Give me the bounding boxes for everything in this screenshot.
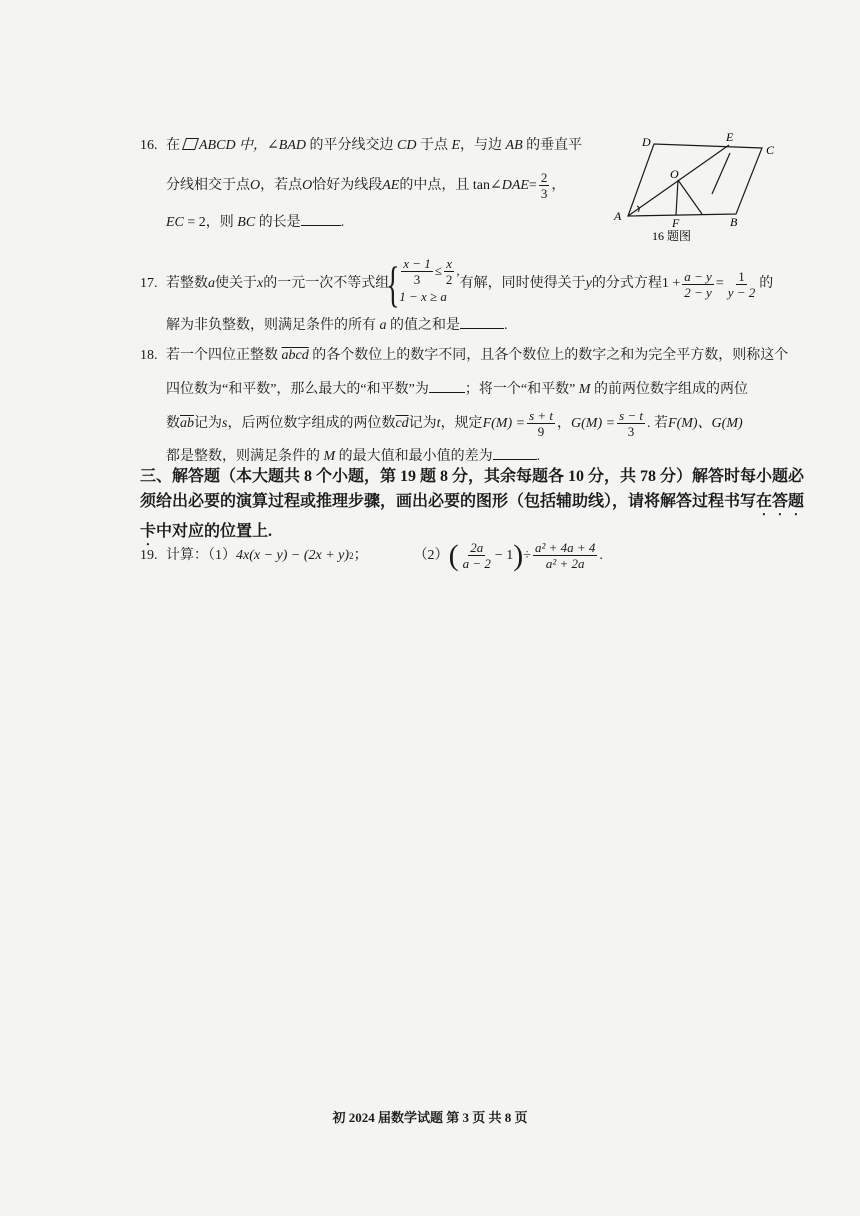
question-number: 18. — [140, 348, 158, 363]
answer-blank — [493, 445, 537, 460]
q16-parallelogram-figure — [610, 128, 790, 248]
question-18 — [140, 346, 788, 467]
label-o: O — [670, 167, 679, 181]
question-number: 19. — [140, 547, 158, 563]
label-e: E — [726, 130, 734, 144]
q18-line-4: 都是整数，则满足条件的 M 的最大值和最小值的差为 . — [140, 445, 788, 467]
label-a: A — [614, 209, 622, 223]
q18-line-3: 数 $\overline{ab}$ 记为 s ，后两位数字组成的两位数 $\overline{cd}$ 记为 t ，规定 F(M) = $\frac{s + t}{9}$ ， G(M) = $\frac{s - t}{3}$ . 若 F(M)、G(M) — [166, 408, 743, 439]
question-19: 19. 计算：（1） 4x(x − y) − (2x + y) 2 ； （2） ( $\frac{2a}{a - 2}$ − 1 ) ÷ $\frac{\text{a² + 4a + 4}}{\text{a² + 2a}}$ . — [140, 538, 603, 572]
q16-line-1: 16. 在 ABCD 中，∠BAD 的平分线交边 CD 于点 E，与边 AB 的垂直平 — [140, 136, 582, 156]
q16-line-2: 分线相交于点 O ，若点 O 恰好为线段 AE 的中点，且 tan∠ DAE = $\frac{2}{3}$ ， — [166, 170, 566, 201]
fraction-two-thirds: $\frac{2}{3}$ — [540, 170, 548, 201]
question-17 — [140, 255, 774, 336]
q18-line-1: 18. 若一个四位正整数 abcd 的各个数位上的数字不同，且各个数位上的数字之和为完全平方数，则称这个 — [140, 346, 788, 366]
q17-line-2: 解为非负整数，则满足条件的所有 a 的值之和是 . — [140, 314, 773, 336]
label-f: F — [672, 216, 680, 230]
inequality-system: { $\frac{x - 1}{3}$ ≤ $\frac{x}{2}$ , 1 − x ≥ a — [386, 255, 460, 312]
parallelogram-symbol-icon — [182, 138, 199, 150]
answer-blank — [460, 314, 504, 329]
question-16 — [140, 136, 582, 233]
section-3-instructions: 三、解答题（本大题共 8 个小题，第 19 题 8 分，其余每题各 10 分，共 78 分）解答时每小题必须给出必要的演算过程或推理步骤，画出必要的图形（包括辅助线），请将解答过程书写在答题卡中对应的位置上. — [140, 468, 805, 540]
q16-line-3: EC = 2，则 BC 的长是 . — [140, 211, 582, 233]
segment-ob — [678, 180, 702, 214]
q17-line-1: 17. 若整数 a 使关于 x 的一元一次不等式组 { $\frac{x - 1}{3}$ ≤ $\frac{x}{2}$ , 1 − x ≥ a 有解，同时使得关于 y 的分式方程 1 + $\frac{a - y}{2 - y}$ = $\frac{1}{y - 2}$ 的 — [140, 255, 774, 312]
segment-ec — [712, 153, 730, 194]
answer-blank — [301, 211, 341, 226]
label-d: D — [642, 135, 651, 149]
parallelogram-abcd — [628, 144, 762, 216]
label-b: B — [730, 215, 738, 229]
label-c: C — [766, 143, 775, 157]
figure-caption: 16 题图 — [652, 229, 692, 243]
left-brace: { — [386, 256, 400, 312]
answer-blank — [429, 378, 465, 393]
segment-of — [676, 180, 678, 215]
question-number: 16. — [140, 138, 158, 153]
page-footer: 初 2024 届数学试题 第 3 页 共 8 页 — [332, 1110, 528, 1125]
q18-line-2: 四位数为“和平数”，那么最大的“和平数”为 ；将一个“和平数” M 的前两位数字组成的两位 — [140, 378, 788, 400]
question-number: 17. — [140, 276, 158, 291]
